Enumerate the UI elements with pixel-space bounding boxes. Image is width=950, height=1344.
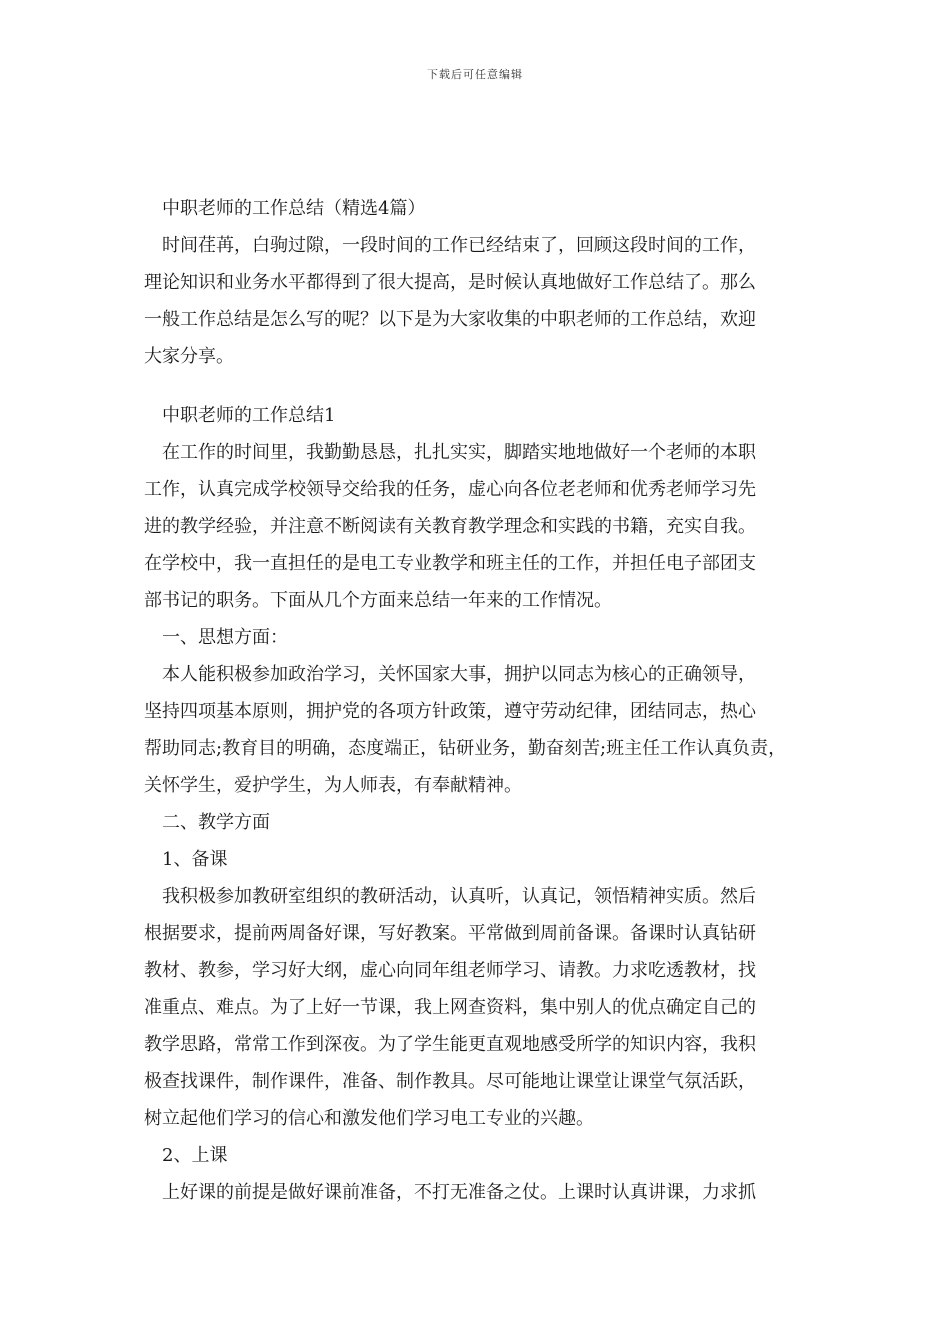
heading-class: 2、上课 — [162, 1145, 228, 1166]
paragraph-line: 坚持四项基本原则，拥护党的各项方针政策，遵守劳动纪律，团结同志，热心 — [144, 701, 756, 722]
intro-line: 理论知识和业务水平都得到了很大提高，是时候认真地做好工作总结了。那么 — [144, 272, 756, 293]
paragraph-line: 本人能积极参加政治学习，关怀国家大事，拥护以同志为核心的正确领导， — [162, 664, 756, 685]
paragraph-line: 帮助同志;教育目的明确，态度端正，钻研业务，勤奋刻苦;班主任工作认真负责， — [144, 738, 787, 759]
paragraph-line: 我积极参加教研室组织的教研活动，认真听，认真记，领悟精神实质。然后 — [162, 886, 756, 907]
section1-paragraph — [144, 434, 820, 619]
heading-prep: 1、备课 — [162, 849, 228, 870]
intro-line: 大家分享。 — [144, 346, 234, 367]
paragraph-line: 教学思路，常常工作到深夜。为了学生能更直观地感受所学的知识内容，我积 — [144, 1034, 756, 1055]
paragraph-line: 关怀学生，爱护学生，为人师表，有奉献精神。 — [144, 775, 522, 796]
heading-teaching: 二、教学方面 — [162, 812, 270, 833]
document-title: 中职老师的工作总结（精选4篇） — [162, 198, 426, 219]
prep-paragraph — [144, 878, 820, 1137]
paragraph-line: 工作，认真完成学校领导交给我的任务，虚心向各位老老师和优秀老师学习先 — [144, 479, 756, 500]
intro-paragraph — [144, 227, 820, 375]
paragraph-line: 上好课的前提是做好课前准备，不打无准备之仗。上课时认真讲课，力求抓 — [162, 1182, 756, 1203]
paragraph-line: 树立起他们学习的信心和激发他们学习电工专业的兴趣。 — [144, 1108, 594, 1129]
section1-title: 中职老师的工作总结1 — [162, 405, 336, 426]
intro-line: 时间荏苒，白驹过隙，一段时间的工作已经结束了，回顾这段时间的工作， — [162, 235, 756, 256]
paragraph-line: 在工作的时间里，我勤勤恳恳，扎扎实实，脚踏实地地做好一个老师的本职 — [162, 442, 756, 463]
paragraph-line: 根据要求，提前两周备好课，写好教案。平常做到周前备课。备课时认真钻研 — [144, 923, 756, 944]
paragraph-line: 进的教学经验，并注意不断阅读有关教育教学理念和实践的书籍，充实自我。 — [144, 516, 756, 537]
thought-paragraph — [144, 656, 820, 804]
paragraph-line: 部书记的职务。下面从几个方面来总结一年来的工作情况。 — [144, 590, 612, 611]
heading-thought: 一、思想方面： — [162, 627, 288, 648]
intro-line: 一般工作总结是怎么写的呢？以下是为大家收集的中职老师的工作总结，欢迎 — [144, 309, 756, 330]
paragraph-line: 极查找课件，制作课件，准备、制作教具。尽可能地让课堂让课堂气氛活跃， — [144, 1071, 756, 1092]
paragraph-line: 在学校中，我一直担任的是电工专业教学和班主任的工作，并担任电子部团支 — [144, 553, 756, 574]
class-paragraph — [144, 1174, 820, 1211]
paragraph-line: 准重点、难点。为了上好一节课，我上网查资料，集中别人的优点确定自己的 — [144, 997, 756, 1018]
spacer — [144, 375, 820, 397]
paragraph-line: 教材、教参，学习好大纲，虚心向同年组老师学习、请教。力求吃透教材，找 — [144, 960, 756, 981]
header-note: 下载后可任意编辑 — [427, 68, 523, 81]
document-body — [144, 190, 820, 1211]
